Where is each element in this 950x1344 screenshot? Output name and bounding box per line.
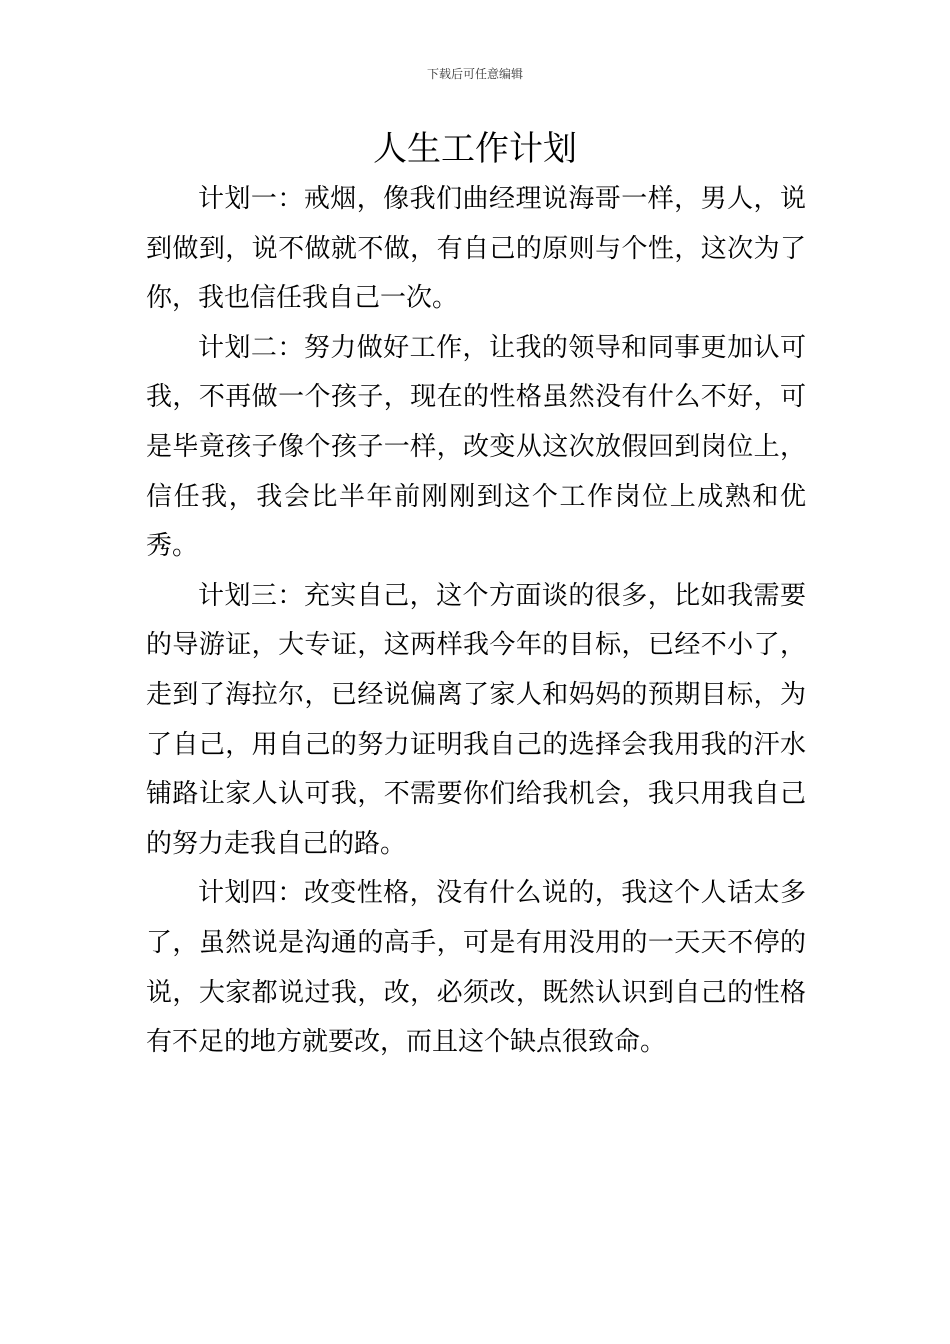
paragraph-plan-3: 计划三：充实自己，这个方面谈的很多，比如我需要的导游证，大专证，这两样我今年的目标，已经不小了，走到了海拉尔，已经说偏离了家人和妈妈的预期目标，为了自己，用自己的努力证明我自己的选择会我用我的汗水铺路让家人认可我，不需要你们给我机会，我只用我自己的努力走我自己的路。 (146, 580, 806, 859)
document-body (146, 175, 806, 1068)
document-title: 人生工作计划 (373, 129, 577, 169)
paragraph-plan-1: 计划一：戒烟，像我们曲经理说海哥一样，男人，说到做到，说不做就不做，有自己的原则与个性，这次为了你，我也信任我自己一次。 (146, 184, 806, 314)
header-note: 下载后可任意编辑 (426, 67, 523, 81)
paragraph-plan-4: 计划四：改变性格，没有什么说的，我这个人话太多了，虽然说是沟通的高手，可是有用没用的一天天不停的说，大家都说过我，改，必须改，既然认识到自己的性格有不足的地方就要改，而且这个缺点很致命。 (146, 878, 806, 1058)
paragraph-plan-2: 计划二：努力做好工作，让我的领导和同事更加认可我，不再做一个孩子，现在的性格虽然没有什么不好，可是毕竟孩子像个孩子一样，改变从这次放假回到岗位上，信任我，我会比半年前刚刚到这个工作岗位上成熟和优秀。 (146, 332, 806, 562)
